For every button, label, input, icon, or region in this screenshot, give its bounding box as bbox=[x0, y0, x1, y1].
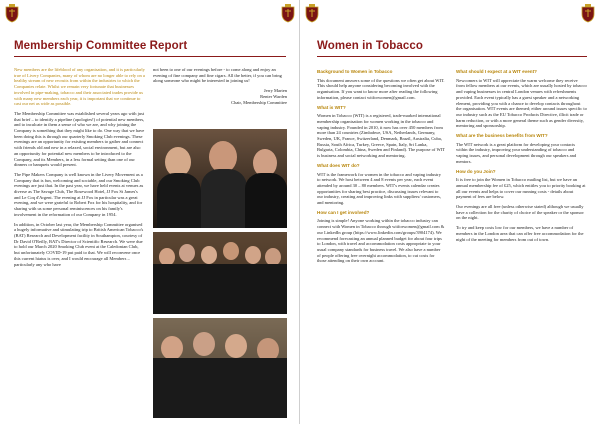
page-title: Membership Committee Report bbox=[14, 40, 188, 52]
left-column bbox=[317, 67, 445, 268]
section-heading: Background to Women in Tobacco bbox=[317, 69, 393, 74]
signature-name: Jerry Marten bbox=[263, 88, 287, 94]
right-page bbox=[300, 0, 600, 424]
signature-role: Chair, Membership Committee bbox=[231, 99, 287, 105]
body-paragraph: Our evenings are all free (unless otherwise stated) although we usually have a collection for the charity of choice of the speaker or the sponsor on the night. bbox=[456, 204, 584, 221]
right-column bbox=[456, 67, 587, 246]
page-title: Women in Tobacco bbox=[317, 40, 423, 52]
body-paragraph: Joining is simple! Anyone working within the tobacco industry can connect with Women in Tobacco through witforwomen@gmail.com & our LinkedIn group (https://www.linkedin.com/groups/3904174). We recommend forecasting an annual planned budget for about four trips to London, with travel and accommodation costs appropriate to your usual company standards for business travel. We also have a number of people offering free overnight accommodation, to cut costs for those attending on their own account. bbox=[317, 218, 445, 264]
event-photo bbox=[153, 318, 287, 418]
crest-icon bbox=[3, 3, 21, 23]
section-heading: What is WIT? bbox=[317, 104, 346, 110]
body-paragraph: not been to one of our evenings before - to come along and enjoy an evening of fine company and fine cigars. All the better, if you can bring along someone who might be interested in joining us! bbox=[153, 67, 282, 84]
section-heading: How do you Join? bbox=[456, 168, 496, 174]
signature-role: Renter Warden bbox=[260, 93, 287, 99]
body-paragraph: In addition, in October last year, the Membership Committee organised a hugely informative and stimulating trip to British American Tobacco's (BAT) Research and Development facility in Southampton, courtesy of Dr David O'Reilly, BAT's Director of Scientific Research. We were due to hold our March 2020 Smoking Club event at the Caledonian Club, but unfortunately COVID-19 put paid to that. We will reconvene once this current hiatus is over, and I would encourage all Members – particularly any who have bbox=[14, 221, 144, 267]
section-heading: How can I get involved? bbox=[317, 209, 370, 215]
crest-icon bbox=[279, 3, 297, 23]
body-paragraph: It is free to join the Women in Tobacco mailing list, but we have an annual membership fee of £25, which entitles you to priority booking at all our events and helps to cover our running costs - details about payment of fees are below. bbox=[456, 177, 586, 200]
body-paragraph: The WIT network is a great platform for developing your contacts within the industry, improving your understanding of tobacco and vaping issues, and personal development through our speakers and mentors. bbox=[456, 141, 577, 164]
title-rule bbox=[317, 56, 587, 57]
event-photo bbox=[153, 129, 287, 228]
section-heading: What are the business benefits from WIT? bbox=[456, 133, 548, 139]
right-column bbox=[153, 67, 287, 105]
body-paragraph: The Membership Committee was established several years ago with just that brief – to identify a pipeline (apologies!) of potential new members, and to inculcate in them a sense of who we are, and why joining the Company is something that they might like to do. One way that we have been doing this is through our quarterly Smoking Club evenings. These evenings are an opportunity for existing members to gather and connect with friends old and new in a relaxed, social environment, but are also an opportunity for potential new members to be introduced to the Company, and its Members, in a less formal setting than one of our dinners or banquets would present. bbox=[14, 110, 145, 168]
left-column bbox=[14, 67, 145, 271]
body-paragraph: This document answers some of the questions we often get about WIT. This should help anyone considering becoming involved with the organisation. If you want to know more after reading the following information, please contact witforwomen@gmail.com. bbox=[317, 77, 445, 100]
section-heading: What should I expect at a WIT event? bbox=[456, 69, 537, 74]
intro-paragraph: New members are the lifeblood of any organisation, and it is particularly true of Livery Companies, many of whom are no longer able to rely on a healthy stream of new recruits from within the industries to which the Companies relate. Whilst we remain very fortunate that businesses involved in pipe-making, tobacco and their associated trades provide us with many new members each year, it is important that we continue to cast our net as wide as possible. bbox=[14, 67, 145, 107]
body-paragraph: WIT is the framework for women in the tobacco and vaping industry to network. We host between 4 and 8 events per year, each event attended by around 30 – 80 members. WIT's events calendar creates opportunities for sharing best practice, discussing issues relevant to our industry, creating and improving links with suppliers/ customers, and mentoring. bbox=[317, 171, 442, 206]
body-paragraph: Newcomers to WIT will appreciate the warm welcome they receive from fellow members at our events, which are usually hosted by tobacco and vaping businesses in central London venues with refreshments provided. Each event typically has a guest speaker and a networking element, providing you with a chance to develop contacts throughout the organisation. WIT events are themed; either around issues specific to our industry such as the EU Tobacco Products Directive, illicit trade or harm reduction, or with a more general theme such as gender diversity, mentoring and sponsorship. bbox=[456, 77, 587, 129]
title-rule bbox=[14, 56, 286, 57]
crest-icon bbox=[579, 3, 597, 23]
body-paragraph: Women in Tobacco (WIT) is a registered, trade-marked international membership organisation for women working in the tobacco and vaping industry. Founded in 2010, it now has over 450 members from more than 24 countries (Zimbabwe, USA, Netherlands, Germany, Sweden, UK, France, Switzerland, Denmark, Brazil, Australia, Cuba, Russia, South Africa, Turkey, Greece, Spain, Italy, Sri Lanka, Bulgaria, Colombia, China, Sweden and Finland). The purpose of WIT is business and social networking and mentoring. bbox=[317, 113, 445, 159]
body-paragraph: The Pipe Makers Company is well known in the Livery Movement as a Company that is fun, welcoming and sociable, and our Smoking Club evenings are just that. In the past year, we have held events at venues as diverse as The Savage Club, The Rosewood Hotel, JJ Fox St James's and Le Coq d'Argent. The evening at JJ Fox in particular was a great evening, and we were grateful to Robert Fox for his hospitality, and for sharing with us some personal reminiscences on his family's involvement in the reformation of our Company in 1954. bbox=[14, 171, 144, 217]
section-heading: What does WIT do? bbox=[317, 162, 360, 168]
crest-icon bbox=[303, 3, 321, 23]
signature-block bbox=[153, 88, 287, 105]
event-photo bbox=[153, 232, 287, 314]
body-paragraph: To try and keep costs low for our members, we have a number of members in the London area that can offer free accommodation for the night of the meeting for members from out of town. bbox=[456, 225, 584, 242]
